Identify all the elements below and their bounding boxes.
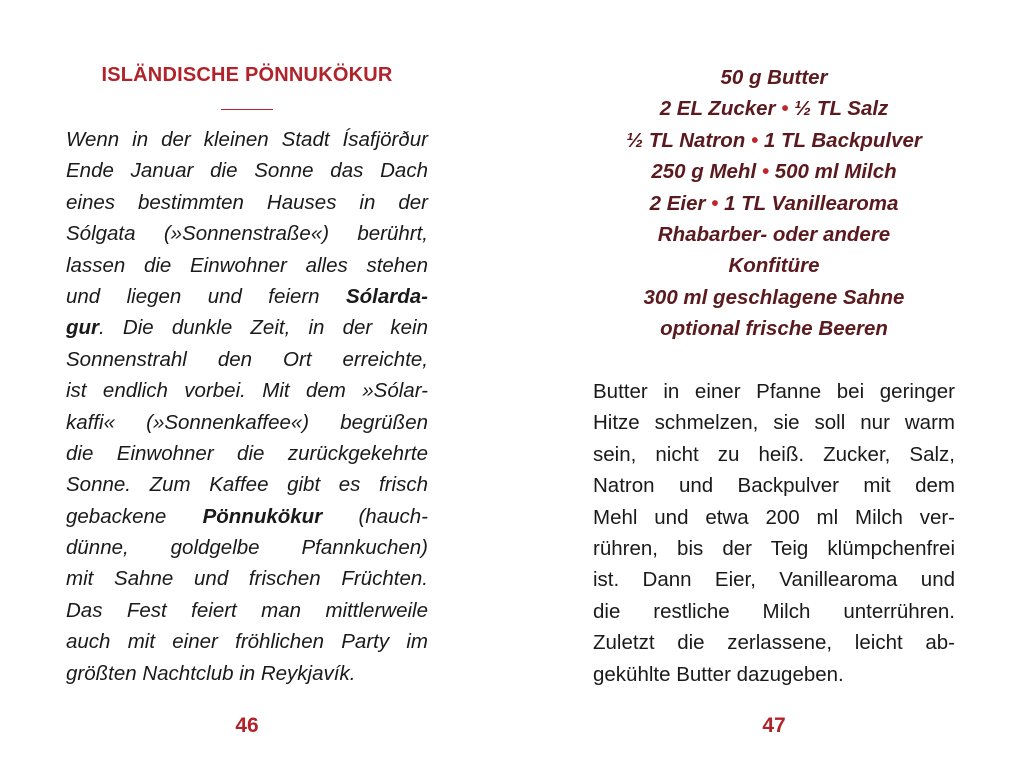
ingredient: ½ TL Salz bbox=[794, 97, 889, 121]
text-segment: Ende Januar die Sonne das Dach bbox=[66, 159, 428, 183]
bold-term: Sólarda- bbox=[345, 284, 428, 308]
ingredient-line bbox=[593, 125, 955, 156]
ingredient: Rhabarber- oder andere bbox=[657, 222, 891, 246]
text-segment: ist endlich vorbei. Mit dem »Sólar- bbox=[66, 379, 428, 403]
ingredient-line bbox=[593, 62, 955, 93]
text-segment: Hitze schmelzen, sie soll nur warm bbox=[593, 411, 955, 435]
text-line bbox=[66, 312, 428, 343]
text-segment: gekühlte Butter dazugeben. bbox=[593, 662, 844, 686]
ingredient: 50 g Butter bbox=[720, 66, 828, 89]
text-segment: Sonnenstrahl den Ort erreichte, bbox=[66, 347, 428, 371]
ingredient-list bbox=[593, 62, 955, 345]
text-segment: sein, nicht zu heiß. Zucker, Salz, bbox=[593, 442, 955, 466]
page-number: 46 bbox=[235, 714, 259, 737]
text-line bbox=[66, 281, 428, 312]
title-divider bbox=[221, 109, 273, 110]
text-line bbox=[66, 438, 428, 469]
instructions-text bbox=[593, 376, 955, 690]
text-segment: rühren, bis der Teig klümpchenfrei bbox=[593, 536, 955, 560]
ingredient: 2 Eier bbox=[649, 191, 706, 215]
text-line bbox=[66, 250, 428, 281]
text-segment: . Die dunkle Zeit, in der kein bbox=[99, 316, 428, 340]
text-segment: und liegen und feiern bbox=[66, 284, 346, 308]
text-line bbox=[593, 439, 955, 470]
text-segment: Zuletzt die zerlassene, leicht ab- bbox=[593, 631, 955, 655]
text-line bbox=[66, 501, 428, 532]
text-line bbox=[66, 124, 428, 155]
text-segment: Natron und Backpulver mit dem bbox=[593, 474, 955, 498]
text-segment: eines bestimmten Hauses in der bbox=[66, 190, 428, 214]
text-line bbox=[593, 376, 955, 407]
text-line bbox=[593, 596, 955, 627]
recipe-title: ISLÄNDISCHE PÖNNUKÖKUR bbox=[101, 64, 393, 86]
text-line bbox=[593, 470, 955, 501]
text-line bbox=[66, 344, 428, 375]
ingredient: 1 TL Backpulver bbox=[763, 128, 922, 152]
text-segment: die restliche Milch unterrühren. bbox=[593, 599, 955, 623]
text-segment: Butter in einer Pfanne bei geringer bbox=[593, 380, 955, 403]
ingredient-line bbox=[593, 156, 955, 187]
text-line bbox=[593, 627, 955, 658]
text-segment: Wenn in der kleinen Stadt Ísafjörður bbox=[66, 128, 428, 151]
text-line bbox=[593, 502, 955, 533]
text-line bbox=[593, 533, 955, 564]
text-line bbox=[66, 658, 428, 689]
bullet-separator: • bbox=[711, 191, 719, 215]
bold-term: gur bbox=[66, 316, 100, 340]
right-page bbox=[510, 0, 1020, 782]
ingredient: ½ TL Natron bbox=[626, 128, 746, 152]
text-segment: die Einwohner die zurückgekehrte bbox=[66, 441, 428, 465]
text-line bbox=[66, 187, 428, 218]
text-segment: gebackene bbox=[66, 504, 203, 528]
bold-term: Pönnukökur bbox=[202, 504, 323, 528]
text-segment: ist. Dann Eier, Vanillearoma und bbox=[593, 568, 955, 592]
bullet-separator: • bbox=[751, 128, 759, 152]
text-segment: lassen die Einwohner alles stehen bbox=[66, 253, 428, 277]
text-line bbox=[593, 407, 955, 438]
text-segment: kaffi« (»Sonnenkaffee«) begrüßen bbox=[66, 410, 428, 434]
text-segment: dünne, goldgelbe Pfannkuchen) bbox=[66, 536, 428, 560]
ingredient: 2 EL Zucker bbox=[659, 97, 776, 121]
ingredient: 300 ml geschlagene Sahne bbox=[643, 285, 905, 309]
ingredient-line bbox=[593, 250, 955, 281]
ingredient-line bbox=[593, 219, 955, 250]
ingredient: 250 g Mehl bbox=[651, 160, 757, 184]
text-line bbox=[66, 469, 428, 500]
text-segment: mit Sahne und frischen Früchten. bbox=[66, 567, 428, 591]
ingredient-line bbox=[593, 188, 955, 219]
text-line bbox=[66, 407, 428, 438]
text-segment: (hauch- bbox=[322, 504, 428, 528]
text-line bbox=[66, 595, 428, 626]
text-line bbox=[593, 564, 955, 595]
text-segment: auch mit einer fröhlichen Party im bbox=[66, 630, 428, 654]
text-segment: Sonne. Zum Kaffee gibt es frisch bbox=[66, 473, 428, 497]
page-number: 47 bbox=[762, 714, 786, 737]
ingredient: optional frische Beeren bbox=[660, 317, 888, 341]
text-segment: Das Fest feiert man mittlerweile bbox=[66, 598, 428, 622]
text-line bbox=[66, 563, 428, 594]
ingredient: 500 ml Milch bbox=[774, 160, 897, 184]
ingredient-line bbox=[593, 313, 955, 344]
text-line bbox=[593, 659, 955, 690]
ingredient-line bbox=[593, 282, 955, 313]
bullet-separator: • bbox=[761, 160, 770, 184]
text-line bbox=[66, 375, 428, 406]
text-line bbox=[66, 532, 428, 563]
text-line bbox=[66, 218, 428, 249]
ingredient: Konfitüre bbox=[728, 254, 820, 278]
text-line bbox=[66, 155, 428, 186]
text-segment: Sólgata (»Sonnenstraße«) berührt, bbox=[66, 222, 428, 246]
story-text bbox=[66, 124, 428, 689]
text-segment: Mehl und etwa 200 ml Milch ver- bbox=[593, 505, 955, 529]
ingredient-line bbox=[593, 93, 955, 124]
bullet-separator: • bbox=[781, 97, 789, 121]
text-line bbox=[66, 626, 428, 657]
text-segment: größten Nachtclub in Reykjavík. bbox=[66, 661, 356, 685]
ingredient: 1 TL Vanillearoma bbox=[724, 191, 899, 215]
